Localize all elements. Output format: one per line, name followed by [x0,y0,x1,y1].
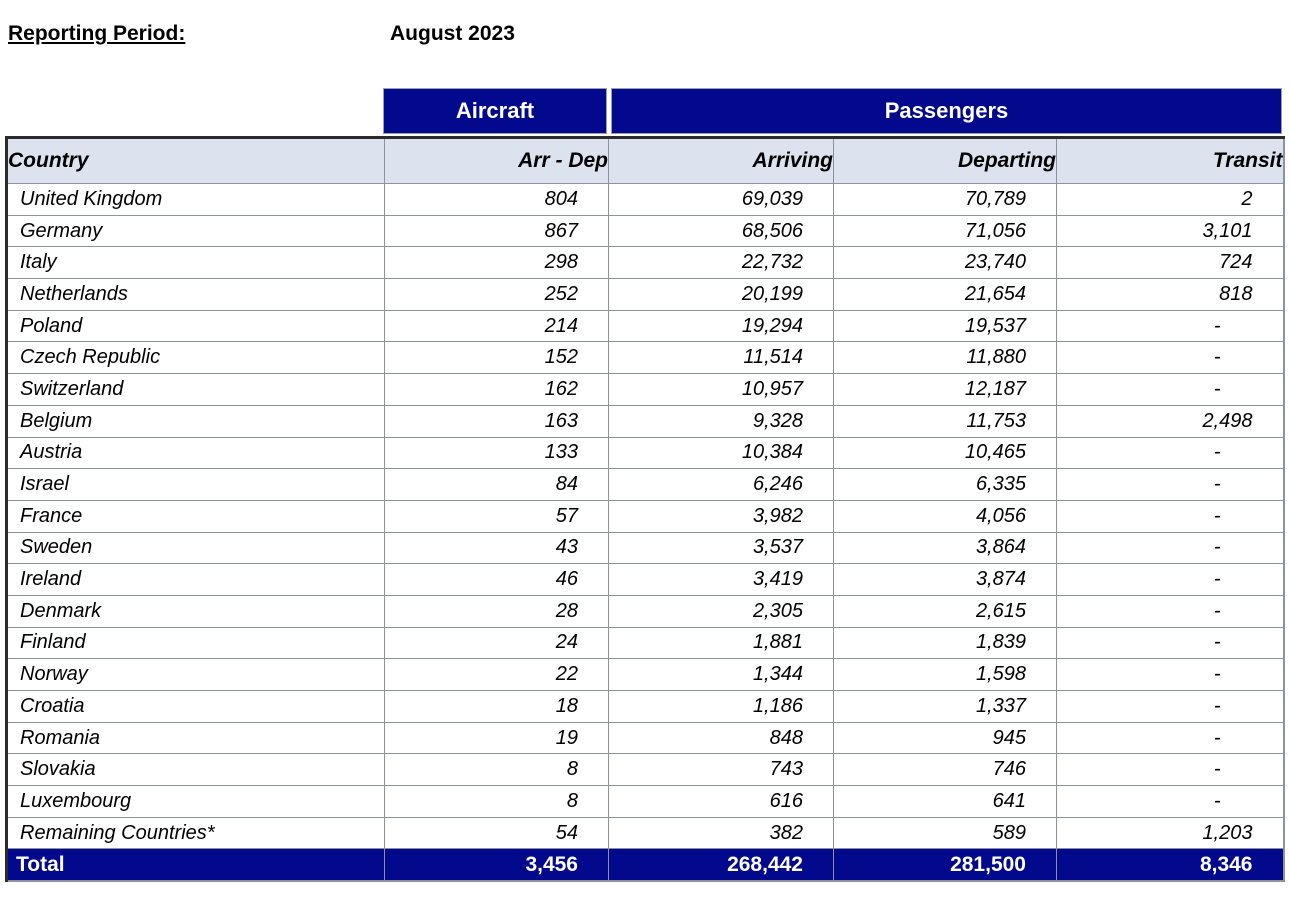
total-label: Total [7,849,385,881]
arriving-cell: 1,186 [609,691,834,723]
aircraft-cell: 252 [385,279,609,311]
total-transit: 8,346 [1057,849,1284,881]
country-cell: Ireland [7,564,385,596]
table-row [7,500,1284,532]
aircraft-cell: 24 [385,627,609,659]
arriving-cell: 1,344 [609,659,834,691]
arriving-cell: 743 [609,754,834,786]
aircraft-cell: 162 [385,374,609,406]
country-cell: Croatia [7,691,385,723]
aircraft-cell: 152 [385,342,609,374]
table-row [7,627,1284,659]
country-cell: Switzerland [7,374,385,406]
aircraft-cell: 43 [385,532,609,564]
aircraft-cell: 46 [385,564,609,596]
transit-cell: - [1057,500,1284,532]
departing-cell: 4,056 [834,500,1057,532]
arriving-cell: 10,957 [609,374,834,406]
table-row [7,659,1284,691]
arriving-cell: 68,506 [609,215,834,247]
arriving-cell: 10,384 [609,437,834,469]
country-cell: Germany [7,215,385,247]
arriving-cell: 3,537 [609,532,834,564]
departing-cell: 641 [834,786,1057,818]
country-cell: Italy [7,247,385,279]
arriving-cell: 69,039 [609,184,834,216]
aircraft-cell: 18 [385,691,609,723]
transit-cell: - [1057,627,1284,659]
aircraft-cell: 8 [385,786,609,818]
country-cell: Czech Republic [7,342,385,374]
table-row [7,342,1284,374]
table-row [7,215,1284,247]
country-cell: Denmark [7,595,385,627]
column-header-arr-dep: Arr - Dep [385,138,609,184]
arriving-cell: 22,732 [609,247,834,279]
table-row [7,310,1284,342]
country-cell: Austria [7,437,385,469]
transit-cell: - [1057,691,1284,723]
table-group-header [383,88,1282,134]
transit-cell: 1,203 [1057,817,1284,849]
transit-cell: 818 [1057,279,1284,311]
arriving-cell: 6,246 [609,469,834,501]
arriving-cell: 20,199 [609,279,834,311]
table-row [7,374,1284,406]
arriving-cell: 3,982 [609,500,834,532]
arriving-cell: 19,294 [609,310,834,342]
transit-cell: - [1057,469,1284,501]
table-row [7,754,1284,786]
departing-cell: 6,335 [834,469,1057,501]
country-cell: Norway [7,659,385,691]
departing-cell: 11,753 [834,405,1057,437]
aircraft-cell: 867 [385,215,609,247]
country-cell: Sweden [7,532,385,564]
transit-cell: - [1057,754,1284,786]
departing-cell: 19,537 [834,310,1057,342]
departing-cell: 1,839 [834,627,1057,659]
traffic-table [5,136,1285,882]
transit-cell: 2 [1057,184,1284,216]
total-arriving: 268,442 [609,849,834,881]
table-row [7,595,1284,627]
arriving-cell: 2,305 [609,595,834,627]
departing-cell: 945 [834,722,1057,754]
aircraft-cell: 84 [385,469,609,501]
reporting-period-label: Reporting Period: [8,22,186,45]
table-row [7,405,1284,437]
table-row [7,817,1284,849]
departing-cell: 1,598 [834,659,1057,691]
arriving-cell: 848 [609,722,834,754]
column-header-arriving: Arriving [609,138,834,184]
reporting-period-value: August 2023 [390,22,515,45]
aircraft-cell: 28 [385,595,609,627]
country-cell: Luxembourg [7,786,385,818]
country-cell: Remaining Countries* [7,817,385,849]
country-cell: Belgium [7,405,385,437]
table-row [7,437,1284,469]
departing-cell: 10,465 [834,437,1057,469]
departing-cell: 3,874 [834,564,1057,596]
column-header-row [7,138,1284,184]
transit-cell: - [1057,722,1284,754]
country-cell: Finland [7,627,385,659]
passengers-group-header: Passengers [611,88,1282,134]
arriving-cell: 9,328 [609,405,834,437]
departing-cell: 12,187 [834,374,1057,406]
aircraft-cell: 54 [385,817,609,849]
transit-cell: - [1057,532,1284,564]
table-row [7,564,1284,596]
aircraft-cell: 8 [385,754,609,786]
column-header-departing: Departing [834,138,1057,184]
transit-cell: 2,498 [1057,405,1284,437]
departing-cell: 70,789 [834,184,1057,216]
aircraft-cell: 19 [385,722,609,754]
transit-cell: - [1057,437,1284,469]
departing-cell: 11,880 [834,342,1057,374]
table-row [7,184,1284,216]
departing-cell: 21,654 [834,279,1057,311]
departing-cell: 746 [834,754,1057,786]
column-header-transit: Transit [1057,138,1284,184]
aircraft-cell: 22 [385,659,609,691]
table-row [7,247,1284,279]
aircraft-cell: 298 [385,247,609,279]
aircraft-group-header: Aircraft [383,88,607,134]
arriving-cell: 382 [609,817,834,849]
table-row [7,786,1284,818]
aircraft-cell: 804 [385,184,609,216]
arriving-cell: 11,514 [609,342,834,374]
table-row [7,722,1284,754]
departing-cell: 2,615 [834,595,1057,627]
departing-cell: 23,740 [834,247,1057,279]
arriving-cell: 3,419 [609,564,834,596]
table-row [7,532,1284,564]
transit-cell: - [1057,374,1284,406]
country-cell: Romania [7,722,385,754]
aircraft-cell: 57 [385,500,609,532]
country-cell: France [7,500,385,532]
total-row [7,849,1284,881]
arriving-cell: 616 [609,786,834,818]
country-cell: Poland [7,310,385,342]
transit-cell: - [1057,310,1284,342]
country-cell: Slovakia [7,754,385,786]
table-row [7,279,1284,311]
departing-cell: 1,337 [834,691,1057,723]
total-departing: 281,500 [834,849,1057,881]
column-header-country: Country [7,138,385,184]
transit-cell: 724 [1057,247,1284,279]
aircraft-cell: 163 [385,405,609,437]
country-cell: Israel [7,469,385,501]
transit-cell: - [1057,564,1284,596]
transit-cell: - [1057,342,1284,374]
aircraft-cell: 133 [385,437,609,469]
total-aircraft: 3,456 [385,849,609,881]
table-body [7,184,1284,849]
departing-cell: 589 [834,817,1057,849]
table-row [7,691,1284,723]
aircraft-cell: 214 [385,310,609,342]
table-row [7,469,1284,501]
departing-cell: 3,864 [834,532,1057,564]
transit-cell: - [1057,595,1284,627]
country-cell: Netherlands [7,279,385,311]
arriving-cell: 1,881 [609,627,834,659]
transit-cell: - [1057,659,1284,691]
country-cell: United Kingdom [7,184,385,216]
transit-cell: - [1057,786,1284,818]
departing-cell: 71,056 [834,215,1057,247]
transit-cell: 3,101 [1057,215,1284,247]
